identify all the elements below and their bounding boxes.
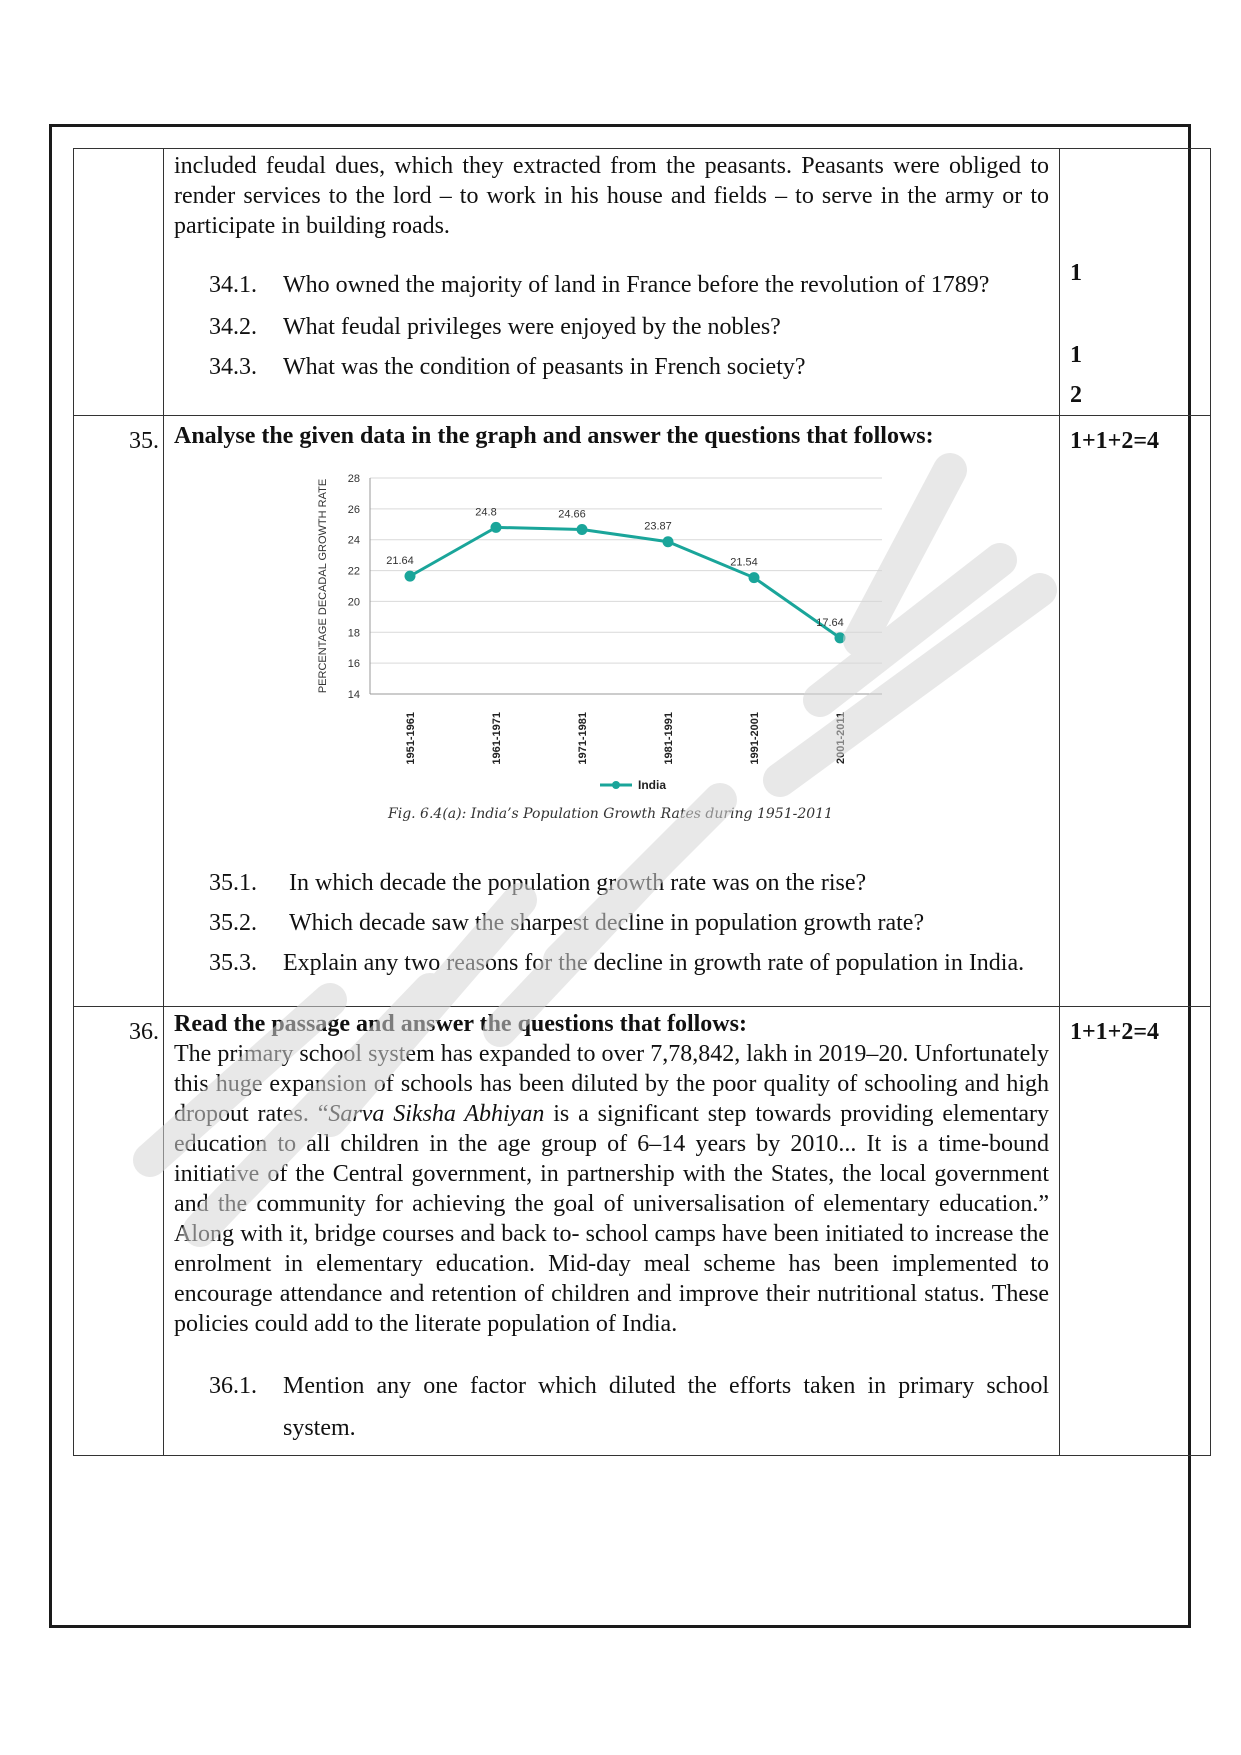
data-label: 21.64: [386, 555, 414, 568]
marks-34-3: 2: [1070, 382, 1082, 408]
data-point: [405, 571, 416, 582]
q36-sub-1: [209, 1365, 1049, 1455]
data-point: [491, 522, 502, 533]
passage-scheme-name: Sarva Siksha Abhiyan: [328, 1101, 545, 1127]
y-tick-label: 16: [347, 658, 360, 671]
x-tick-label: 1991-2001: [749, 712, 761, 765]
y-tick-label: 14: [347, 689, 360, 701]
y-tick-label: 22: [347, 565, 360, 578]
sub-question-text: Who owned the majority of land in France before the revolution of 1789?: [283, 272, 990, 298]
legend-label: India: [638, 778, 667, 792]
data-label: 23.87: [644, 520, 672, 533]
x-tick-label: 1981-1991: [663, 712, 675, 765]
data-label: 17.64: [816, 616, 844, 629]
data-point: [749, 572, 760, 583]
sub-question-text: Which decade saw the sharpest decline in population growth rate?: [289, 910, 925, 936]
data-point: [835, 632, 846, 643]
q34-sub-2: [209, 307, 1049, 347]
q35-sub-3: [209, 948, 1049, 1006]
sub-question-number: 35.1.: [209, 870, 257, 896]
series-line-india: [410, 527, 840, 637]
q35-sub-1: [209, 868, 1049, 898]
legend-marker: [612, 781, 620, 789]
data-label: 21.54: [730, 556, 758, 569]
data-point: [577, 524, 588, 535]
sub-question-number: 36.1.: [209, 1373, 257, 1399]
question-34-body: [164, 149, 1060, 416]
q35-sub-2: [209, 908, 1049, 938]
marks-35: 1+1+2=4: [1060, 416, 1211, 1007]
data-point: [663, 536, 674, 547]
q34-sub-3: [209, 347, 1049, 395]
q36-passage: [174, 1039, 1049, 1339]
y-tick-label: 24: [347, 534, 360, 547]
question-36-body: [164, 1007, 1060, 1456]
data-label: 24.8: [475, 506, 497, 519]
sub-question-number: 35.2.: [209, 910, 257, 936]
question-number: 36.: [74, 1007, 164, 1456]
marks-34-1: 1: [1070, 260, 1082, 286]
q34-passage-end: included feudal dues, which they extracted from the peasants. Peasants were obliged to render services to the lord – to work in his house and fields – to serve in the army or to participate in building roads.: [174, 153, 1049, 239]
sub-question-number: 34.1.: [209, 272, 257, 298]
sub-question-text: Mention any one factor which diluted the efforts taken in primary school system.: [283, 1373, 1049, 1441]
q36-heading: Read the passage and answer the questions that follows:: [174, 1011, 747, 1037]
y-tick-label: 26: [347, 503, 360, 516]
sub-question-number: 35.3.: [209, 950, 257, 976]
question-36-row: [74, 1007, 1211, 1456]
x-tick-label: 2001-2011: [835, 712, 847, 764]
question-number: 35.: [74, 416, 164, 1007]
passage-part-a: The primary school system has expanded to over 7,78,842, lakh in 2019–20. Unfortunately this huge expansion of schools has been diluted by the poor quality of schooling and high dropout rates. “: [174, 1041, 1049, 1127]
data-label: 24.66: [558, 508, 586, 521]
marks-34-2: 1: [1070, 342, 1082, 368]
chart-svg: [282, 458, 1002, 848]
y-tick-label: 28: [347, 473, 360, 485]
y-tick-label: 18: [347, 627, 360, 640]
q35-heading: Analyse the given data in the graph and answer the questions that follows:: [174, 423, 934, 449]
q34-sub-1: [209, 265, 1049, 305]
x-tick-label: 1961-1971: [491, 712, 503, 765]
passage-part-b: is a significant step towards providing elementary education to all children in the age group of 6–14 years by 2010... It is a time-bound initiative of the Central government, in partnership with the States, the local government and the community for achieving the goal of universalisation of elementary education.” Along with it, bridge courses and back to- school camps have been initiated to increase the enrolment in elementary education. Mid-day meal scheme has been implemented to encourage attendance and retention of children and improve their nutritional status. These policies could add to the literate population of India.: [174, 1101, 1049, 1337]
sub-question-number: 34.3.: [209, 354, 257, 380]
growth-rate-chart: [282, 458, 1002, 848]
question-35-body: [164, 416, 1060, 1007]
question-number-cell: [74, 149, 164, 416]
sub-question-text: Explain any two reasons for the decline in growth rate of population in India.: [283, 950, 1025, 976]
question-table: [73, 148, 1211, 1456]
marks-36: 1+1+2=4: [1060, 1007, 1211, 1456]
question-35-row: [74, 416, 1211, 1007]
sub-question-text: What was the condition of peasants in French society?: [283, 354, 806, 380]
question-34-row: [74, 149, 1211, 416]
marks-cell: [1060, 149, 1211, 416]
y-axis-title: PERCENTAGE DECADAL GROWTH RATE: [317, 478, 329, 694]
y-tick-label: 20: [347, 596, 360, 609]
sub-question-text: What feudal privileges were enjoyed by the nobles?: [283, 314, 781, 340]
figure-caption: Fig. 6.4(a): India’s Population Growth Rates during 1951-2011: [388, 806, 833, 822]
x-tick-label: 1951-1961: [405, 712, 417, 765]
sub-question-text: In which decade the population growth rate was on the rise?: [289, 870, 867, 896]
x-tick-label: 1971-1981: [577, 712, 589, 765]
sub-question-number: 34.2.: [209, 314, 257, 340]
